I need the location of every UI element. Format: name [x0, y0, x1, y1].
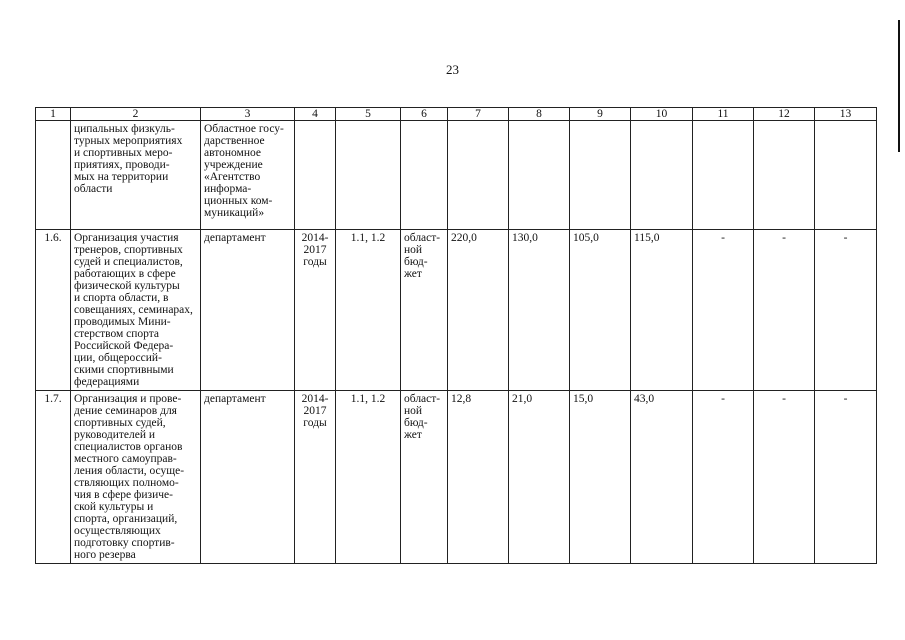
- table-row: [36, 391, 877, 564]
- row-number: 1.7.: [36, 391, 71, 564]
- indicators: [336, 121, 401, 230]
- program-table: [35, 107, 877, 564]
- table-row: [36, 121, 877, 230]
- scan-edge-mark: [898, 20, 900, 152]
- value-col-11: -: [693, 391, 754, 564]
- value-col-9: [570, 121, 631, 230]
- funding-source: [401, 121, 448, 230]
- funding-source: област- ной бюд- жет: [401, 391, 448, 564]
- value-col-13: [815, 121, 877, 230]
- value-col-7: [448, 121, 509, 230]
- activity-name: Организация участия тренеров, спортивных судей и специалистов, работающих в сфере физической культуры и спорта области, в совещаниях, семинарах, проводимых Мини- стерством спорта Российской Федера- ции, общероссий- скими спортивными федерациями: [71, 230, 201, 391]
- value-col-11: [693, 121, 754, 230]
- column-header: 1: [36, 108, 71, 121]
- executor: департамент: [201, 230, 295, 391]
- activity-name: Организация и прове- дение семинаров для спортивных судей, руководителей и специалистов органов местного самоуправ- ления области, осуще- ствляющих полномо- чия в сфере физиче- ской культуры и спорта, организаций, осуществляющих подготовку спортив- ного резерва: [71, 391, 201, 564]
- value-col-10: 43,0: [631, 391, 693, 564]
- row-number: 1.6.: [36, 230, 71, 391]
- column-header: 13: [815, 108, 877, 121]
- funding-source: област- ной бюд- жет: [401, 230, 448, 391]
- column-header: 7: [448, 108, 509, 121]
- value-col-12: [754, 121, 815, 230]
- header-row: [36, 108, 877, 121]
- column-header: 2: [71, 108, 201, 121]
- value-col-8: 21,0: [509, 391, 570, 564]
- value-col-10: [631, 121, 693, 230]
- years: [295, 121, 336, 230]
- column-header: 9: [570, 108, 631, 121]
- executor: департамент: [201, 391, 295, 564]
- value-col-13: -: [815, 391, 877, 564]
- value-col-11: -: [693, 230, 754, 391]
- column-header: 6: [401, 108, 448, 121]
- column-header: 3: [201, 108, 295, 121]
- years: 2014- 2017 годы: [295, 391, 336, 564]
- column-header: 8: [509, 108, 570, 121]
- value-col-7: 220,0: [448, 230, 509, 391]
- column-header: 12: [754, 108, 815, 121]
- value-col-9: 105,0: [570, 230, 631, 391]
- activity-name: ципальных физкуль- турных мероприятиях и спортивных меро- приятиях, проводи- мых на территории области: [71, 121, 201, 230]
- row-number: [36, 121, 71, 230]
- value-col-9: 15,0: [570, 391, 631, 564]
- value-col-7: 12,8: [448, 391, 509, 564]
- indicators: 1.1, 1.2: [336, 230, 401, 391]
- value-col-8: [509, 121, 570, 230]
- page-number: 23: [446, 62, 459, 77]
- value-col-8: 130,0: [509, 230, 570, 391]
- column-header: 4: [295, 108, 336, 121]
- column-header: 10: [631, 108, 693, 121]
- value-col-12: -: [754, 230, 815, 391]
- table-row: [36, 230, 877, 391]
- value-col-12: -: [754, 391, 815, 564]
- executor: Областное госу- дарственное автономное учреждение «Агентство информа- ционных ком- муникаций»: [201, 121, 295, 230]
- years: 2014- 2017 годы: [295, 230, 336, 391]
- column-header: 5: [336, 108, 401, 121]
- value-col-10: 115,0: [631, 230, 693, 391]
- value-col-13: -: [815, 230, 877, 391]
- column-header: 11: [693, 108, 754, 121]
- indicators: 1.1, 1.2: [336, 391, 401, 564]
